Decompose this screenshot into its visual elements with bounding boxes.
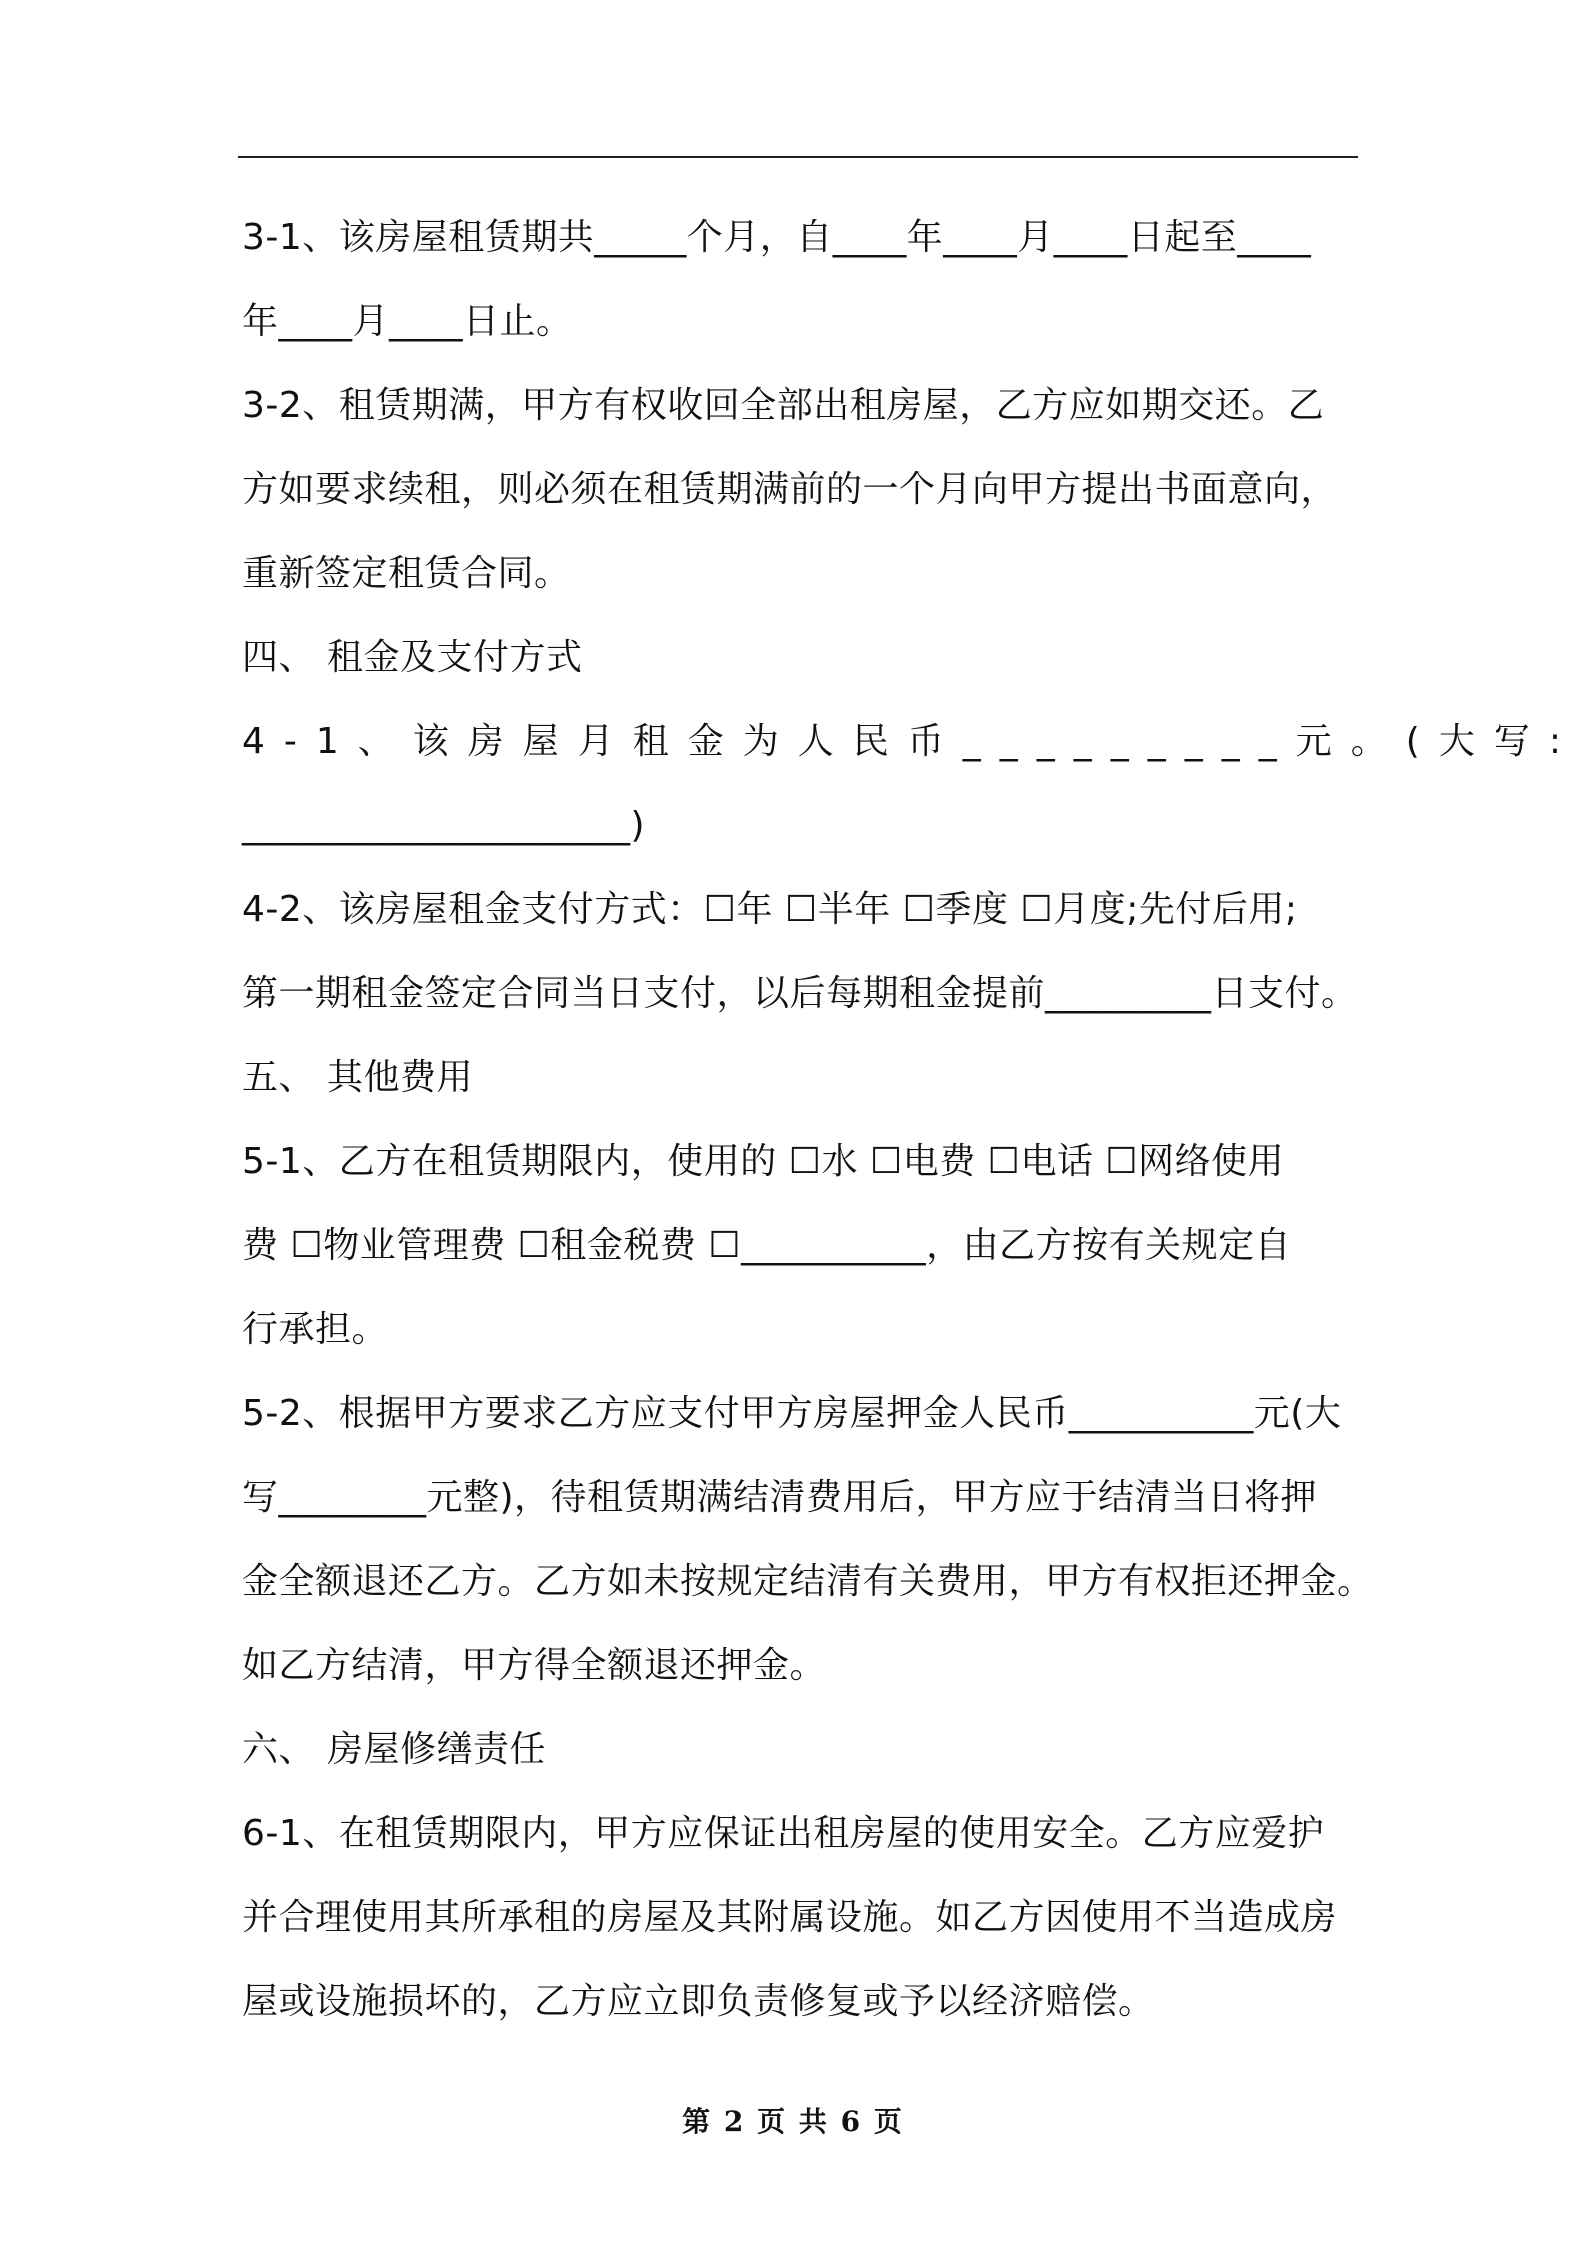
- clause-5-1-line-3: 行承担。: [242, 1309, 389, 1350]
- clause-5-1-line-2: 费 ☐物业管理费 ☐租金税费 ☐__________，由乙方按有关规定自: [242, 1225, 1292, 1266]
- clause-6-1-line-2: 并合理使用其所承租的房屋及其附属设施。如乙方因使用不当造成房: [242, 1897, 1338, 1938]
- clause-4-2-line-2: 第一期租金签定合同当日支付，以后每期租金提前_________日支付。: [242, 973, 1358, 1014]
- clause-5-2-line-4: 如乙方结清，甲方得全额退还押金。: [242, 1645, 827, 1686]
- clause-3-1-line-1: 3-1、该房屋租赁期共_____个月，自____年____月____日起至____: [242, 217, 1312, 258]
- clause-3-2-line-3: 重新签定租赁合同。: [242, 553, 571, 594]
- clause-4-2-line-1: 4-2、该房屋租金支付方式：☐年 ☐半年 ☐季度 ☐月度;先付后用;: [242, 889, 1298, 930]
- clause-4-1-line-1: 4-1、该房屋月租金为人民币_________元。(大写:: [242, 721, 1580, 762]
- clause-3-1-line-2: 年____月____日止。: [242, 301, 573, 342]
- clause-6-1-line-1: 6-1、在租赁期限内，甲方应保证出租房屋的使用安全。乙方应爱护: [242, 1813, 1325, 1854]
- section-4-heading: 四、 租金及支付方式: [242, 637, 583, 678]
- clause-5-2-line-3: 金全额退还乙方。乙方如未按规定结清有关费用，甲方有权拒还押金。: [242, 1561, 1374, 1602]
- page-number-footer: 第 2 页 共 6 页: [682, 2105, 904, 2138]
- section-6-heading: 六、 房屋修缮责任: [242, 1729, 546, 1770]
- clause-6-1-line-3: 屋或设施损坏的，乙方应立即负责修复或予以经济赔偿。: [242, 1981, 1155, 2022]
- clause-5-2-line-1: 5-2、根据甲方要求乙方应支付甲方房屋押金人民币__________元(大: [242, 1393, 1342, 1434]
- clause-3-2-line-1: 3-2、租赁期满，甲方有权收回全部出租房屋，乙方应如期交还。乙: [242, 385, 1325, 426]
- clause-5-2-line-2: 写________元整)，待租赁期满结清费用后，甲方应于结清当日将押: [242, 1477, 1318, 1518]
- header-rule: [238, 156, 1358, 158]
- section-5-heading: 五、 其他费用: [242, 1057, 473, 1098]
- clause-5-1-line-1: 5-1、乙方在租赁期限内，使用的 ☐水 ☐电费 ☐电话 ☐网络使用: [242, 1141, 1285, 1182]
- clause-3-2-line-2: 方如要求续租，则必须在租赁期满前的一个月向甲方提出书面意向，: [242, 469, 1338, 510]
- clause-4-1-line-2: _____________________): [242, 805, 646, 846]
- document-body: [242, 196, 1580, 2044]
